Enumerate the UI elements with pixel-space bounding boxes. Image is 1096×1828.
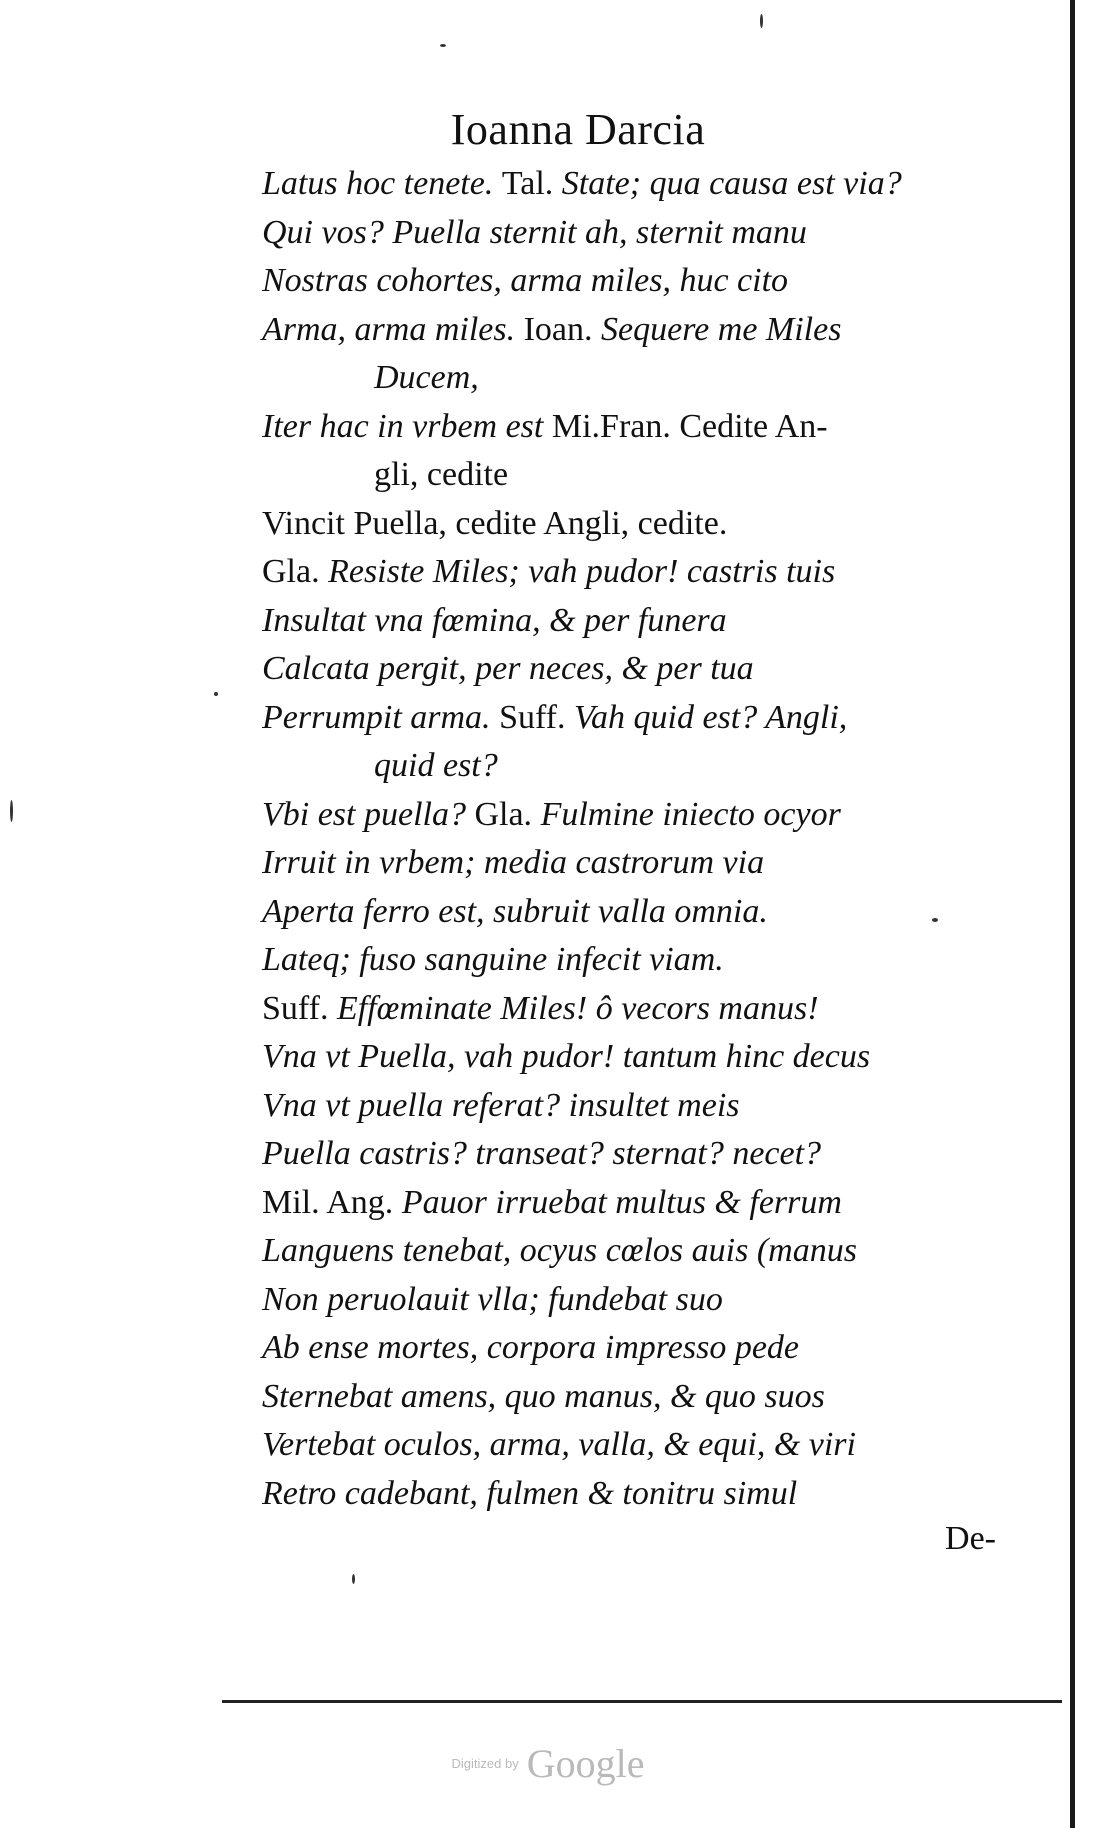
verse-line: [262, 1179, 1042, 1228]
roman-text: Suff.: [262, 989, 329, 1027]
verse-line: [262, 160, 1042, 209]
digitized-by-text: Digitized by: [451, 1756, 519, 1771]
verse-line: [262, 742, 1042, 791]
roman-text: Mil. Ang.: [262, 1183, 394, 1221]
verse-line: [262, 985, 1042, 1034]
scan-speck: [760, 14, 763, 28]
verse-line: [262, 451, 1042, 500]
roman-text: Ioan.: [523, 310, 593, 348]
italic-text: Sequere me Miles: [592, 310, 842, 348]
roman-text: Tal.: [501, 165, 554, 202]
italic-text: Calcata pergit, per neces, & per tua: [262, 650, 754, 687]
verse-block: [262, 160, 1042, 1518]
italic-text: Iter hac in vrbem est: [262, 407, 552, 445]
verse-line: [262, 403, 1042, 452]
italic-text: Perrumpit arma.: [262, 698, 500, 736]
google-logo: Google: [526, 1741, 645, 1786]
roman-text: Mi.Fran. Cedite An-: [551, 407, 828, 445]
roman-text: gli, cedite: [374, 456, 509, 493]
verse-line: [262, 1130, 1042, 1179]
italic-text: Puella castris? transeat? sternat? necet?: [262, 1135, 822, 1172]
verse-line: [262, 936, 1042, 985]
verse-line: [262, 1324, 1042, 1373]
verse-line: [262, 839, 1042, 888]
scan-speck: [440, 44, 446, 47]
italic-text: Vbi est puella?: [262, 795, 475, 833]
italic-text: Resiste Miles; vah pudor! castris tuis: [319, 553, 836, 590]
verse-line: [262, 500, 1042, 549]
italic-text: Irruit in vrbem; media castrorum via: [262, 844, 765, 881]
italic-text: Vah quid est? Angli,: [565, 698, 848, 736]
italic-text: Qui vos? Puella sternit ah, sternit manu: [262, 213, 807, 251]
italic-text: Fulmine iniecto ocyor: [532, 795, 841, 833]
italic-text: Arma, arma miles.: [262, 310, 524, 348]
verse-line: [262, 1033, 1042, 1082]
italic-text: Ducem,: [374, 359, 479, 396]
italic-text: Insultat vna fœmina, & per funera: [262, 601, 727, 639]
running-head-text: Ioanna Darcia: [450, 105, 706, 154]
verse-line: [262, 888, 1042, 937]
verse-line: [262, 209, 1042, 258]
digitized-watermark: [0, 1740, 1096, 1787]
verse-line: [262, 597, 1042, 646]
italic-text: State; qua causa est via?: [553, 165, 902, 202]
italic-text: Pauor irruebat multus & ferrum: [393, 1183, 842, 1221]
verse-line: [262, 791, 1042, 840]
italic-text: quid est?: [374, 747, 498, 784]
italic-text: Sternebat amens, quo manus, & quo suos: [262, 1377, 825, 1415]
italic-text: Vertebat oculos, arma, valla, & equi, & viri: [262, 1426, 856, 1463]
verse-line: [262, 1276, 1042, 1325]
verse-line: [262, 306, 1042, 355]
italic-text: Retro cadebant, fulmen & tonitru simul: [262, 1474, 798, 1512]
italic-text: Latus hoc tenete.: [262, 165, 502, 202]
italic-text: Lateq; fuso sanguine infecit viam.: [262, 941, 724, 978]
catchword: De-: [945, 1520, 996, 1557]
italic-text: Effœminate Miles! ô vecors manus!: [328, 989, 819, 1027]
verse-line: [262, 1421, 1042, 1470]
italic-text: Aperta ferro est, subruit valla omnia.: [262, 892, 768, 930]
italic-text: Ab ense mortes, corpora impresso pede: [262, 1329, 799, 1366]
italic-text: Vna vt Puella, vah pudor! tantum hinc decus: [262, 1038, 871, 1075]
verse-line: [262, 1373, 1042, 1422]
verse-line: [262, 1470, 1042, 1519]
scan-speck: [932, 918, 938, 922]
bottom-rule: [222, 1700, 1062, 1703]
roman-text: Gla.: [262, 553, 320, 590]
roman-text: Vincit Puella, cedite Angli, cedite.: [262, 504, 728, 542]
running-head: [0, 104, 1096, 155]
verse-line: [262, 257, 1042, 306]
italic-text: Languens tenebat, ocyus cœlos auis (manus: [262, 1232, 857, 1269]
verse-line: [262, 354, 1042, 403]
roman-text: Gla.: [474, 795, 533, 833]
italic-text: Vna vt puella referat? insultet meis: [262, 1086, 740, 1124]
verse-line: [262, 548, 1042, 597]
scan-speck: [10, 800, 13, 822]
verse-line: [262, 1082, 1042, 1131]
scan-speck: [214, 692, 218, 696]
page-edge-shadow: [1070, 0, 1075, 1828]
italic-text: Non peruolauit vlla; fundebat suo: [262, 1280, 723, 1318]
verse-line: [262, 645, 1042, 694]
verse-line: [262, 694, 1042, 743]
verse-line: [262, 1227, 1042, 1276]
scan-speck: [352, 1574, 355, 1584]
roman-text: Suff.: [499, 698, 566, 736]
italic-text: Nostras cohortes, arma miles, huc cito: [262, 262, 789, 299]
